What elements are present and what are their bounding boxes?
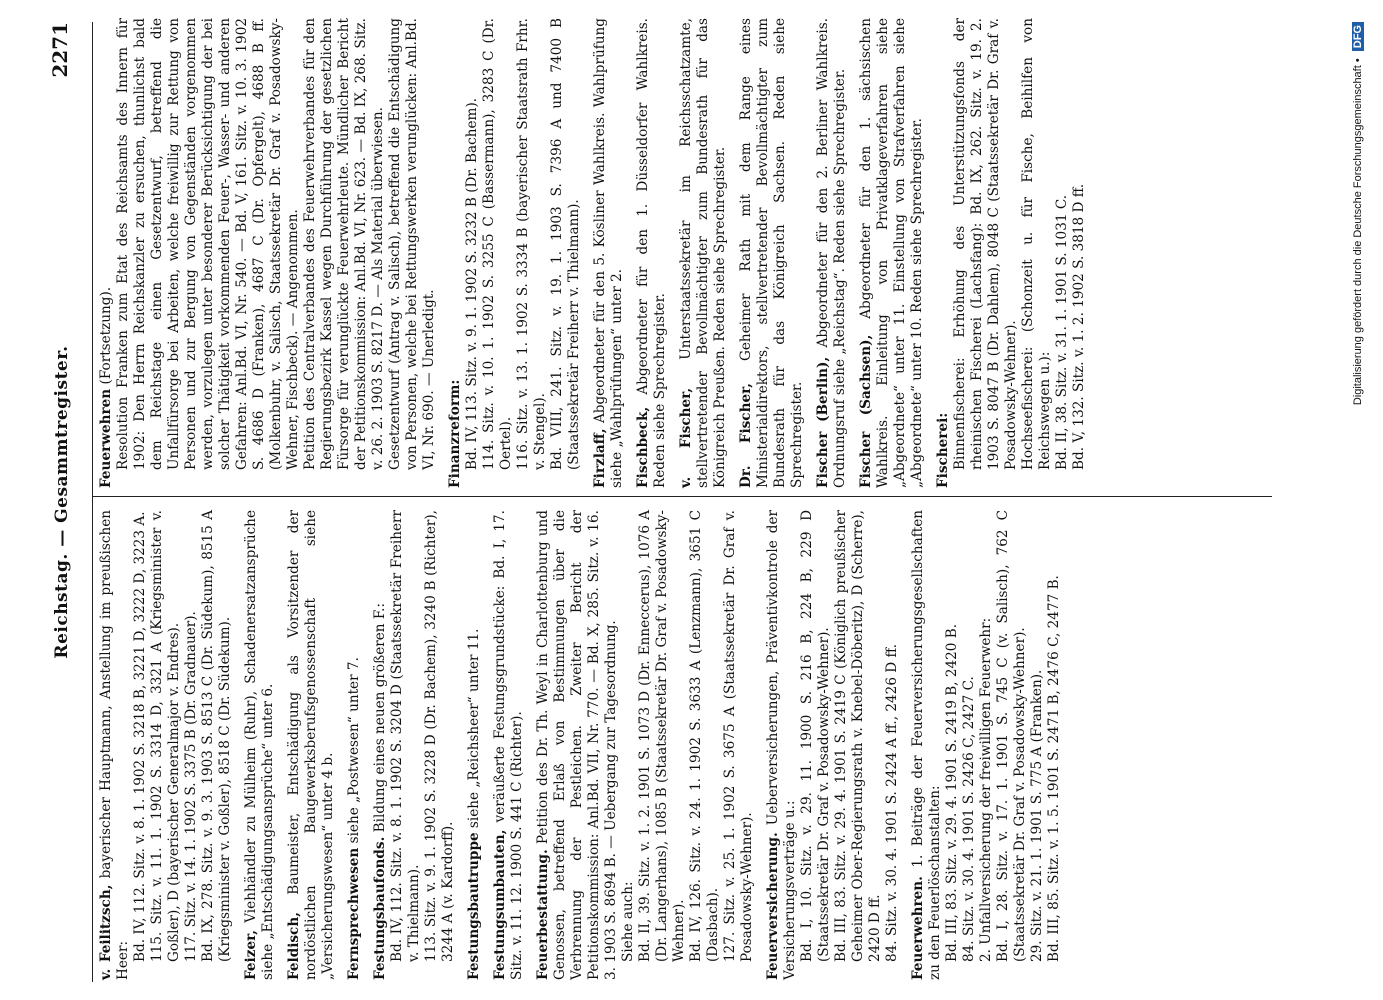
entry-reference: Bd. VIII, 241. Sitz. v. 19. 1. 1903 S. 7396 A und 7400 B (Staatssekretär Freiherr v. Thielmann). bbox=[549, 18, 582, 470]
entry-reference: Bd. IV, 112. Sitz. v. 8. 1. 1902 S. 3218 B, 3221 D, 3222 D, 3223 A. bbox=[132, 511, 148, 962]
left-column bbox=[98, 510, 1072, 980]
index-entry bbox=[372, 510, 457, 980]
credit-text: Digitalisierung gefördert durch die Deutsche Forschungsgemeinschaft • bbox=[1352, 58, 1364, 406]
entry-heading: Festungsumbauten, bbox=[492, 829, 508, 980]
index-entry bbox=[635, 18, 669, 488]
entry-text: Petition des Dr. Th. Weyl in Charlottenburg und Genossen, betreffend Erlaß von Bestimmungen über die Verbrennung der Pestleichen. Zweiter Bericht der Petitionskommission: Anl.Bd. VII, Nr. 770. — Bd. X, 285. Sitz. v. 16. 3. 1903 S. 8694 B. — Uebergang zur Tagesordnung. bbox=[535, 510, 619, 980]
index-entry bbox=[815, 18, 849, 488]
entry-reference: Bd. III, 83. Sitz. v. 29. 4. 1901 S. 2419 C (Königlich preußischer Geheimer Ober-Regierungsrath v. Knebel-Döberitz), D (Scherre), 2420 D ff. bbox=[833, 510, 883, 962]
entry-text: siehe „Postwesen“ unter 7. bbox=[346, 657, 362, 844]
index-entry bbox=[98, 18, 438, 488]
entry-reference: Petition des Centralverbandes des Feuerwehrverbandes für den Regierungsbezirk Kassel wegen Durchführung der gesetzlichen Fürsorge für verunglückte Feuerwehrleute. Mündlicher Bericht der Petitionskommission: Anl.Bd. VI, Nr. 623. — Bd. IX, 268. Sitz. v. 26. 2. 1903 S. 8217 D. — Als Material überwiesen. bbox=[302, 18, 386, 470]
entry-heading: Firzlaff, bbox=[592, 428, 608, 488]
entry-reference: Bd. I, 10. Sitz. v. 29. 11. 1900 S. 216 B, 224 B, 229 D (Staatssekretär Dr. Graf v. Posadowsky-Wehner). bbox=[799, 510, 832, 962]
index-entry bbox=[765, 510, 901, 980]
dfg-logo: DFG bbox=[1352, 22, 1364, 51]
entry-heading: Dr. Fischer, bbox=[738, 382, 754, 488]
entry-reference: Bd. II, 38. Sitz. v. 31. 1. 1901 S. 1031 C. bbox=[1054, 194, 1070, 470]
index-entry bbox=[346, 510, 363, 980]
entry-heading: Finanzreform: bbox=[447, 379, 463, 488]
index-entry bbox=[492, 510, 526, 980]
entry-text: bayerischer Hauptmann, Anstellung im preußischen Heer: bbox=[98, 510, 131, 980]
index-entry bbox=[466, 510, 483, 980]
index-entry bbox=[243, 510, 277, 980]
entry-heading: Fischerei: bbox=[935, 412, 951, 488]
entry-text: 1. Beiträge der Feuerversicherungsgesellschaften zu den Feuerlöschanstalten: bbox=[910, 510, 943, 980]
entry-heading: v. Feilitzsch, bbox=[98, 884, 114, 980]
index-entry bbox=[535, 510, 756, 980]
entry-reference: Bd. II, 39. Sitz. v. 1. 2. 1901 S. 1073 D (Dr. Enneccerus), 1076 A (Dr. Langerhans), 1085 B (Staatssekretär Dr. Graf v. Posadowsky-Wehner). bbox=[637, 510, 687, 962]
entry-reference: Binnenfischerei: Erhöhung des Unterstützungsfonds der rheinischen Fischerei (Lachsfang): Bd. IX, 262. Sitz. v. 19. 2. 1903 S. 8047 B (Dr. Dahlem), 8048 C (Staatssekretär Dr. Graf v. Posadowsky-Wehner). bbox=[952, 18, 1019, 470]
entry-heading: Festungsbautruppe bbox=[466, 832, 482, 980]
entry-text: Abgeordneter für den 2. Berliner Wahlkreis. Ordnungsruf siehe „Reichstag“. Reden siehe Sprechregister. bbox=[815, 17, 848, 488]
entry-heading: Fischbeck, bbox=[635, 406, 651, 488]
index-entry bbox=[678, 18, 729, 488]
entry-reference: Bd. V, 132. Sitz. v. 1. 2. 1902 S. 3818 D ff. bbox=[1071, 183, 1087, 470]
entry-heading: Fischer (Berlin), bbox=[815, 356, 831, 488]
entry-reference: Hochseefischerei: (Schonzeit u. für Fische, Beihilfen von Reichswegen u.): bbox=[1020, 18, 1053, 470]
entry-text: Abgeordneter für den 1. sächsischen Wahlkreis. Einleitung von Privatklageverfahren siehe „Abgeordnete“ unter 11. Einstellung von Strafverfahren siehe „Abgeordnete“ unter 10. Reden siehe Sprechregister. bbox=[858, 18, 925, 488]
entry-heading: Feldisch, bbox=[286, 912, 302, 980]
entry-reference: Siehe auch: bbox=[620, 881, 636, 962]
entry-text: Geheimer Rath mit dem Range eines Ministerialdirektors, stellvertretender Bevollmächtigter zum Bundesrath für das Königreich Sachsen. Reden siehe Sprechregister. bbox=[738, 18, 805, 488]
entry-reference: 84. Sitz. v. 30. 4. 1901 S. 2426 C, 2427 C. bbox=[961, 676, 977, 962]
index-entry bbox=[738, 18, 806, 488]
page-title: Reichstag. — Gesammtregister. bbox=[52, 345, 72, 659]
entry-reference: Bd. IX, 278. Sitz. v. 9. 3. 1903 S. 8513 C (Dr. Südekum), 8515 A (Kriegsminister v. Goßler), 8518 C (Dr. Südekum). bbox=[200, 510, 233, 962]
entry-reference: 84. Sitz. v. 30. 4. 1901 S. 2424 A ff., 2426 D ff. bbox=[884, 643, 900, 962]
entry-text: Abgeordneter für den 5. Kösliner Wahlkreis. Wahlprüfung siehe „Wahlprüfungen“ unter 2. bbox=[592, 18, 625, 488]
entry-heading: Festungsbaufonds. bbox=[372, 836, 388, 980]
entry-reference: Bd. IV, 113. Sitz. v. 9. 1. 1902 S. 3232 B (Dr. Bachem). bbox=[464, 97, 480, 470]
entry-heading: Feuerwehren bbox=[98, 388, 114, 488]
entry-reference: Resolution Franken zum Etat des Reichsamts des Innern für 1902: Den Herrn Reichskanzler zu ersuchen, thunlichst bald dem Reichstage einen Gesetzentwurf, betreffend die Unfallfürsorge bei Arbeiten, welche freiwillig zur Rettung von Personen und zur Bergung von Gegenständen vorgenommen werden, vorzulegen unter besonderer Berücksichtigung der bei solcher Thätigkeit vorkommenden Feuer-, Wasser- und anderen Gefahren: Anl.Bd. VI, Nr. 540. — Bd. V, 161. Sitz. v. 10. 3. 1902 S. 4686 D (Franken), 4687 C (Dr. Opfergelt), 4688 B ff. (Molkenbuhr, v. Salisch, Staatssekretär Dr. Graf v. Posadowsky-Wehner, Fischbeck). — Angenommen. bbox=[115, 18, 301, 470]
entry-reference: 116. Sitz. v. 13. 1. 1902 S. 3334 B (bayerischer Staatsrath Frhr. v. Stengel). bbox=[515, 18, 548, 470]
entry-reference: 29. Sitz. v. 21. 1. 1901 S. 775 A (Franken). bbox=[1029, 669, 1045, 962]
entry-text: Viehhändler zu Mülheim (Ruhr), Schadenersatzansprüche siehe „Entschädigungsansprüche“ unter 6. bbox=[243, 510, 276, 980]
digitization-credit bbox=[1352, 22, 1364, 982]
page-header bbox=[48, 22, 88, 982]
entry-heading: Feuerwehren. bbox=[910, 876, 926, 980]
entry-reference: 127. Sitz. v. 25. 1. 1902 S. 3675 A (Staatssekretär Dr. Graf v. Posadowsky-Wehner). bbox=[722, 510, 755, 962]
entry-heading: Fischer (Sachsen), bbox=[858, 334, 874, 488]
entry-text: Ueberversicherungen, Präventivkontrole der Versicherungsverträge u.: bbox=[765, 509, 798, 980]
entry-reference: Gesetzentwurf (Antrag v. Salisch), betreffend die Entschädigung von Personen, welche bei Rettungswerken verunglücken: Anl.Bd. VI, Nr. 690. — Unerledigt. bbox=[387, 18, 437, 470]
entry-text: Baumeister, Entschädigung als Vorsitzender der nordöstlichen Baugewerksberufsgenossenschaft siehe „Versicherungswesen“ unter 4 b. bbox=[286, 510, 336, 980]
entry-text: Unterstaatssekretär im Reichsschatzamte, stellvertretender Bevollmächtigter zum Bundesrath für das Königreich Preußen. Reden siehe Sprechregister. bbox=[678, 18, 728, 488]
index-entry bbox=[858, 18, 926, 488]
entry-text: Bildung eines neuen größeren F.: bbox=[372, 602, 388, 833]
entry-heading: Feuerversicherung. bbox=[765, 832, 781, 980]
entry-text: (Fortsetzung). bbox=[98, 286, 114, 385]
entry-text: siehe „Reichsheer“ unter 11. bbox=[466, 628, 482, 829]
index-entry bbox=[98, 510, 234, 980]
entry-reference: Bd. IV, 126. Sitz. v. 24. 1. 1902 S. 3633 A (Lenzmann), 3651 C (Dasbach). bbox=[688, 510, 721, 962]
entry-reference: Bd. III, 85. Sitz. v. 1. 5. 1901 S. 2471 B, 2476 C, 2477 B. bbox=[1046, 575, 1062, 962]
entry-reference: 117. Sitz. v. 14. 1. 1902 S. 3375 B (Dr. Gradnauer). bbox=[183, 611, 199, 962]
index-entry bbox=[592, 18, 626, 488]
entry-reference: Bd. IV, 112. Sitz. v. 8. 1. 1902 S. 3204 D (Staatssekretär Freiherr v. Thielmann). bbox=[389, 510, 422, 962]
index-entry bbox=[910, 510, 1063, 980]
entry-heading: Fernsprechwesen bbox=[346, 847, 362, 980]
entry-heading: Feizer, bbox=[243, 930, 259, 980]
entry-text: Abgeordneter für den 1. Düsseldorfer Wahlkreis. Reden siehe Sprechregister. bbox=[635, 18, 668, 488]
index-entry bbox=[935, 18, 1088, 488]
entry-heading: Feuerbestattung. bbox=[535, 849, 551, 980]
entry-reference: 113. Sitz. v. 9. 1. 1902 S. 3228 D (Dr. Bachem), 3240 B (Richter), 3244 A (v. Kardorff). bbox=[423, 510, 456, 962]
entry-reference: 114. Sitz. v. 10. 1. 1902 S. 3255 C (Bassermann), 3283 C (Dr. Oertel). bbox=[481, 18, 514, 470]
index-entry bbox=[447, 18, 583, 488]
column-divider bbox=[92, 496, 1272, 497]
index-entry bbox=[286, 510, 337, 980]
entry-reference: 2. Unfallversicherung der freiwilligen Feuerwehr: bbox=[978, 617, 994, 962]
entry-text: veräußerte Festungsgrundstücke: Bd. I, 17. Sitz. v. 11. 12. 1900 S. 441 C (Richter). bbox=[492, 510, 525, 980]
entry-heading: v. Fischer, bbox=[678, 387, 694, 488]
header-rule bbox=[92, 22, 93, 982]
entry-reference: Bd. III, 83. Sitz. v. 29. 4. 1901 S. 2419 B, 2420 B. bbox=[944, 623, 960, 962]
right-column bbox=[98, 18, 1097, 488]
entry-reference: Bd. I, 28. Sitz. v. 17. 1. 1901 S. 745 C (v. Salisch), 762 C (Staatssekretär Dr. Graf v. Posadowsky-Wehner). bbox=[995, 510, 1028, 962]
entry-reference: 115. Sitz. v. 11. 1. 1902 S. 3314 D, 3321 A (Kriegsminister v. Goßler), D (bayerischer Generalmajor v. Endres). bbox=[149, 510, 182, 962]
page-number: 2271 bbox=[48, 22, 72, 78]
